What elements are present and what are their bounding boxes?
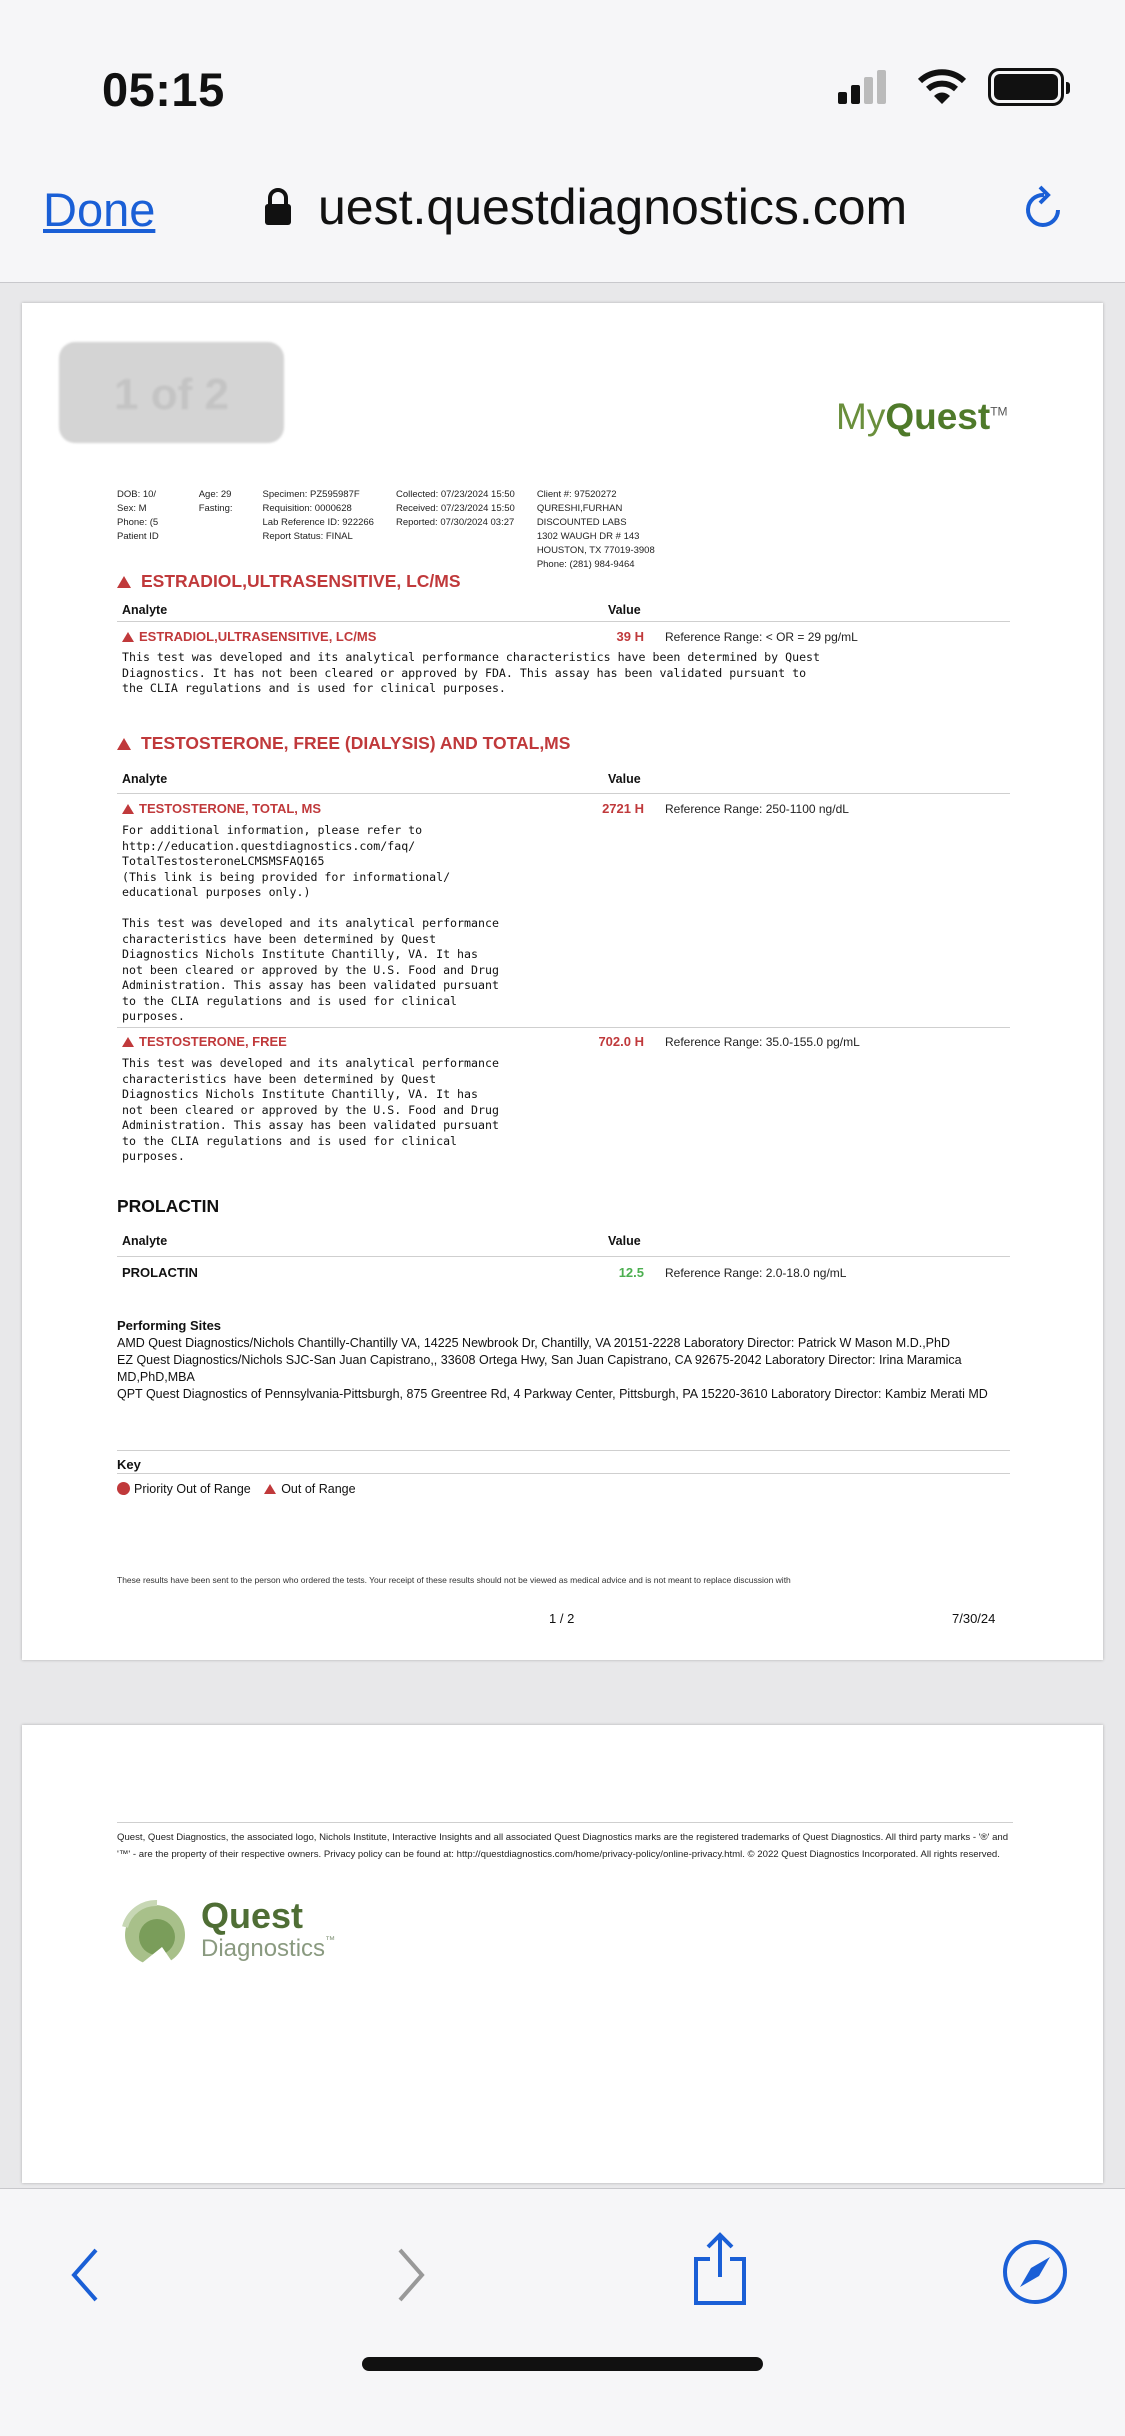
patient-info: DOB: 10/ Sex: M Phone: (5 Patient ID bbox=[117, 489, 159, 542]
page-number: 1 / 2 bbox=[549, 1611, 575, 1626]
status-time: 05:15 bbox=[102, 63, 225, 116]
estradiol-heading: ESTRADIOL,ULTRASENSITIVE, LC/MS bbox=[117, 571, 461, 592]
disclaimer: These results have been sent to the person who ordered the tests. Your receipt of these results should not be viewed as medical advice and is not meant to replace discussion with bbox=[117, 1575, 791, 1585]
out-of-range-icon bbox=[117, 576, 131, 588]
key-heading: Key bbox=[117, 1457, 141, 1472]
battery-icon bbox=[988, 68, 1064, 106]
divider bbox=[117, 621, 1010, 622]
out-of-range-icon bbox=[264, 1484, 276, 1494]
testosterone-free-reference: Reference Range: 35.0-155.0 pg/mL bbox=[665, 1035, 860, 1049]
divider bbox=[117, 1450, 1010, 1451]
wifi-icon bbox=[917, 68, 967, 106]
divider bbox=[117, 793, 1010, 794]
safari-compass-icon[interactable] bbox=[1000, 2237, 1070, 2307]
out-of-range-icon bbox=[122, 804, 134, 814]
home-indicator bbox=[362, 2357, 763, 2371]
prolactin-analyte: PROLACTIN bbox=[122, 1265, 198, 1280]
divider bbox=[117, 1473, 1010, 1474]
prolactin-reference: Reference Range: 2.0-18.0 ng/mL bbox=[665, 1266, 847, 1280]
browser-header bbox=[0, 0, 1125, 283]
reload-icon[interactable] bbox=[1020, 182, 1068, 234]
testosterone-total-analyte: TESTOSTERONE, TOTAL, MS bbox=[122, 801, 321, 816]
report-page-1 bbox=[22, 303, 1103, 1660]
lock-icon bbox=[263, 188, 293, 226]
out-of-range-icon bbox=[117, 738, 131, 750]
browser-toolbar bbox=[0, 2188, 1125, 2436]
specimen-info: Specimen: PZ595987F Requisition: 0000628 Lab Reference ID: 922266 Report Status: FINAL bbox=[262, 489, 374, 542]
estradiol-analyte: ESTRADIOL,ULTRASENSITIVE, LC/MS bbox=[122, 629, 376, 644]
prolactin-value: 12.5 bbox=[618, 1265, 644, 1280]
testosterone-total-note: For additional information, please refer to http://education.questdiagnostics.com/faq/ TotalTestosteroneLCMSMSFAQ165 (This link is being provided for informational/ educational purposes only.) This test was developed and its analytical performance characteristics have been determined by Quest Diagnostics Nichols Institute Chantilly, VA. It has not been cleared or approved by the U.S. Food and Drug Administration. This assay has been validated pursuant to the CLIA regulations and is used for clinical purposes. bbox=[122, 823, 499, 1023]
client-info: Client #: 97520272 QURESHI,FURHAN DISCOUNTED LABS 1302 WAUGH DR # 143 HOUSTON, TX 77019-3908 Phone: (281) 984-9464 bbox=[536, 489, 655, 570]
testosterone-total-value: 2721 H bbox=[602, 801, 644, 816]
testosterone-heading: TESTOSTERONE, FREE (DIALYSIS) AND TOTAL,MS bbox=[117, 733, 570, 754]
value-header: Value bbox=[608, 603, 641, 617]
testosterone-free-value: 702.0 H bbox=[598, 1034, 644, 1049]
quest-q-logo-icon bbox=[117, 1897, 197, 1977]
analyte-header: Analyte bbox=[122, 772, 168, 786]
dates-info: Collected: 07/23/2024 15:50 Received: 07/23/2024 15:50 Reported: 07/30/2024 03:27 bbox=[395, 489, 515, 528]
analyte-header: Analyte bbox=[122, 603, 168, 617]
divider bbox=[117, 1822, 1013, 1823]
share-icon[interactable] bbox=[690, 2231, 750, 2307]
done-button[interactable]: Done bbox=[43, 183, 156, 236]
myquest-logo: MyQuest™ bbox=[836, 396, 1008, 437]
priority-icon bbox=[117, 1482, 130, 1495]
report-page-2 bbox=[22, 1725, 1103, 2183]
estradiol-reference: Reference Range: < OR = 29 pg/mL bbox=[665, 630, 858, 644]
testosterone-free-analyte: TESTOSTERONE, FREE bbox=[122, 1034, 287, 1049]
out-of-range-icon bbox=[122, 632, 134, 642]
back-icon[interactable] bbox=[66, 2245, 106, 2305]
value-header: Value bbox=[608, 772, 641, 786]
testosterone-free-note: This test was developed and its analytical performance characteristics have been determined by Quest Diagnostics Nichols Institute Chantilly, VA. It has not been cleared or approved by the U.S. Food and Drug Administration. This assay has been validated pursuant to the CLIA regulations and is used for clinical purposes. bbox=[122, 1056, 499, 1163]
estradiol-note: This test was developed and its analytical performance characteristics have been determined by Quest Diagnostics. It has not been cleared or approved by FDA. This assay has been validated pursuant to the CLIA regulations and is used for clinical purposes. bbox=[122, 650, 821, 695]
key-legend: Priority Out of Range Out of Range bbox=[117, 1481, 356, 1498]
testosterone-total-reference: Reference Range: 250-1100 ng/dL bbox=[665, 802, 849, 816]
estradiol-value: 39 H bbox=[616, 629, 644, 644]
url-field[interactable]: uest.questdiagnostics.com bbox=[318, 179, 908, 235]
quest-diagnostics-logo: Quest Diagnostics™ bbox=[117, 1897, 417, 1977]
age-info: Age: 29 Fasting: bbox=[198, 489, 233, 514]
report-header-info bbox=[117, 488, 655, 572]
prolactin-heading: PROLACTIN bbox=[117, 1196, 220, 1216]
analyte-header: Analyte bbox=[122, 1234, 168, 1248]
performing-sites-list: AMD Quest Diagnostics/Nichols Chantilly-Chantilly VA, 14225 Newbrook Dr, Chantilly, VA 20151-2228 Laboratory Director: Patrick W Mason M.D.,PhD EZ Quest Diagnostics/Nichols SJC-San Juan Capistrano,, 33608 Ortega Hwy, San Juan Capistrano, CA 92675-2042 Laboratory Director: Irina Maramica MD,PhD,MBA QPT Quest Diagnostics of Pennsylvania-Pittsburgh, 875 Greentree Rd, 4 Parkway Center, Pittsburgh, PA 15220-3610 Laboratory Director: Kambiz Merati MD bbox=[117, 1336, 988, 1401]
report-date: 7/30/24 bbox=[952, 1611, 996, 1626]
value-header: Value bbox=[608, 1234, 641, 1248]
performing-sites-heading: Performing Sites bbox=[117, 1318, 222, 1333]
forward-icon[interactable] bbox=[390, 2245, 430, 2305]
page-indicator: 1 of 2 bbox=[59, 342, 284, 443]
divider bbox=[117, 1027, 1010, 1028]
out-of-range-icon bbox=[122, 1037, 134, 1047]
divider bbox=[117, 1256, 1010, 1257]
trademark-notice: Quest, Quest Diagnostics, the associated logo, Nichols Institute, Interactive Insights and all associated Quest Diagnostics marks are the registered trademarks of Quest Diagnostics. All third party marks - '®' and '™' - are the property of their respective owners. Privacy policy can be found at: http://questdiagnostics.com/home/privacy-policy/online-privacy.html. © 2022 Quest Diagnostics Incorporated. All rights reserved. bbox=[117, 1832, 1009, 1860]
